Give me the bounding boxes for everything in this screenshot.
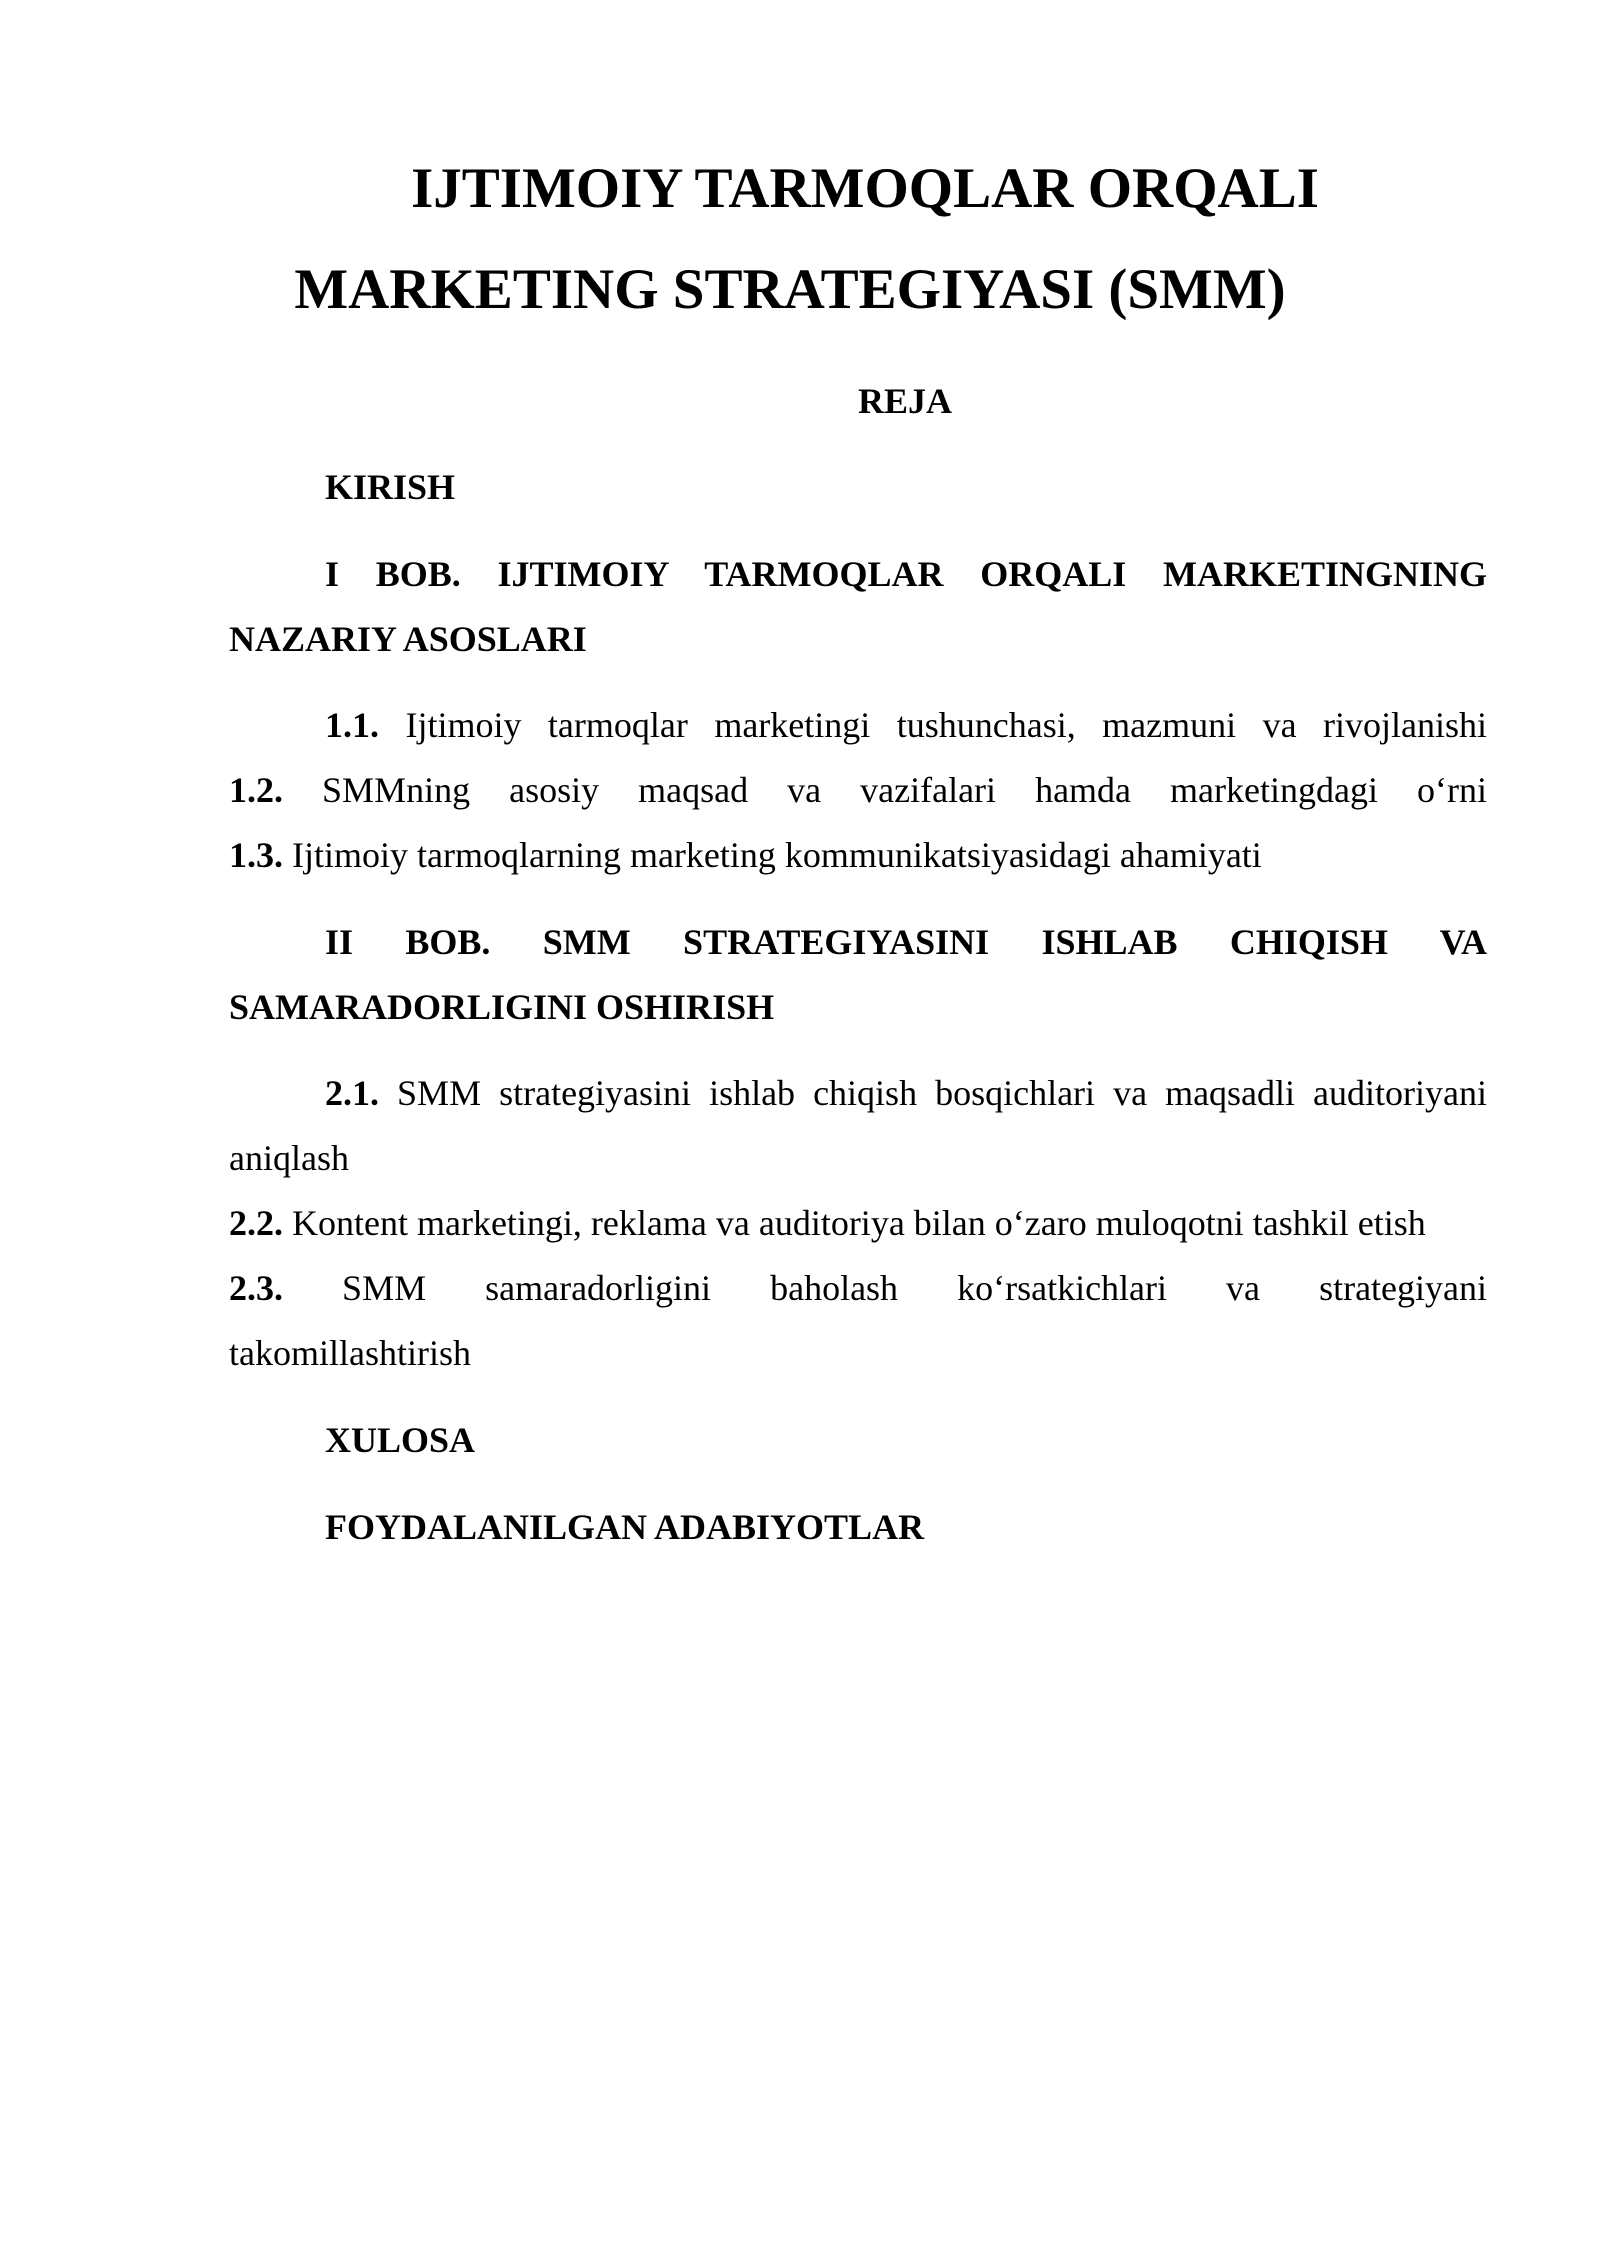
references-heading: FOYDALANILGAN ADABIYOTLAR (325, 1507, 925, 1547)
toc-item-2-2 (229, 1191, 1487, 1256)
section-number: 1.3. (229, 835, 283, 875)
section-text: SMMning asosiy maqsad va vazifalari hamda marketingdagi o‘rni (322, 770, 1487, 810)
toc-item-1-2 (229, 758, 1487, 823)
section-number: 2.1. (325, 1073, 379, 1113)
section-number: 1.2. (229, 770, 283, 810)
toc-item-2-3 (229, 1256, 1487, 1321)
intro-heading: KIRISH (325, 467, 456, 507)
document-title-line1: IJTIMOIY TARMOQLAR ORQALI (411, 157, 1319, 220)
section-text: SMM samaradorligini baholash ko‘rsatkichlari va strategiyani (342, 1268, 1488, 1308)
chapter1-title-line2: NAZARIY ASOSLARI (229, 619, 587, 659)
conclusion-heading: XULOSA (325, 1420, 476, 1460)
section-text: Kontent marketingi, reklama va auditoriya bilan o‘zaro muloqotni tashkil etish (292, 1203, 1426, 1243)
section-text: Ijtimoiy tarmoqlarning marketing kommunikatsiyasidagi ahamiyati (292, 835, 1262, 875)
toc-item-2-1-continued: aniqlash (229, 1138, 349, 1178)
chapter2-title-line2: SAMARADORLIGINI OSHIRISH (229, 987, 775, 1027)
chapter1-title-line1: I BOB. IJTIMOIY TARMOQLAR ORQALI MARKETINGNING (325, 554, 1487, 594)
toc-item-1-3 (229, 823, 1487, 888)
document-title-line2: MARKETING STRATEGIYASI (SMM) (294, 258, 1286, 321)
section-text: Ijtimoiy tarmoqlar marketingi tushunchasi, mazmuni va rivojlanishi (405, 705, 1487, 745)
section-number: 1.1. (325, 705, 379, 745)
toc-item-2-3-continued: takomillashtirish (229, 1333, 471, 1373)
section-number: 2.2. (229, 1203, 283, 1243)
section-text: SMM strategiyasini ishlab chiqish bosqichlari va maqsadli auditoriyani (397, 1073, 1488, 1113)
toc-item-2-1 (229, 1061, 1487, 1126)
chapter2-title-line1: II BOB. SMM STRATEGIYASINI ISHLAB CHIQISH VA (325, 922, 1487, 962)
section-number: 2.3. (229, 1268, 283, 1308)
plan-heading: REJA (857, 381, 952, 421)
toc-item-1-1 (229, 693, 1487, 758)
